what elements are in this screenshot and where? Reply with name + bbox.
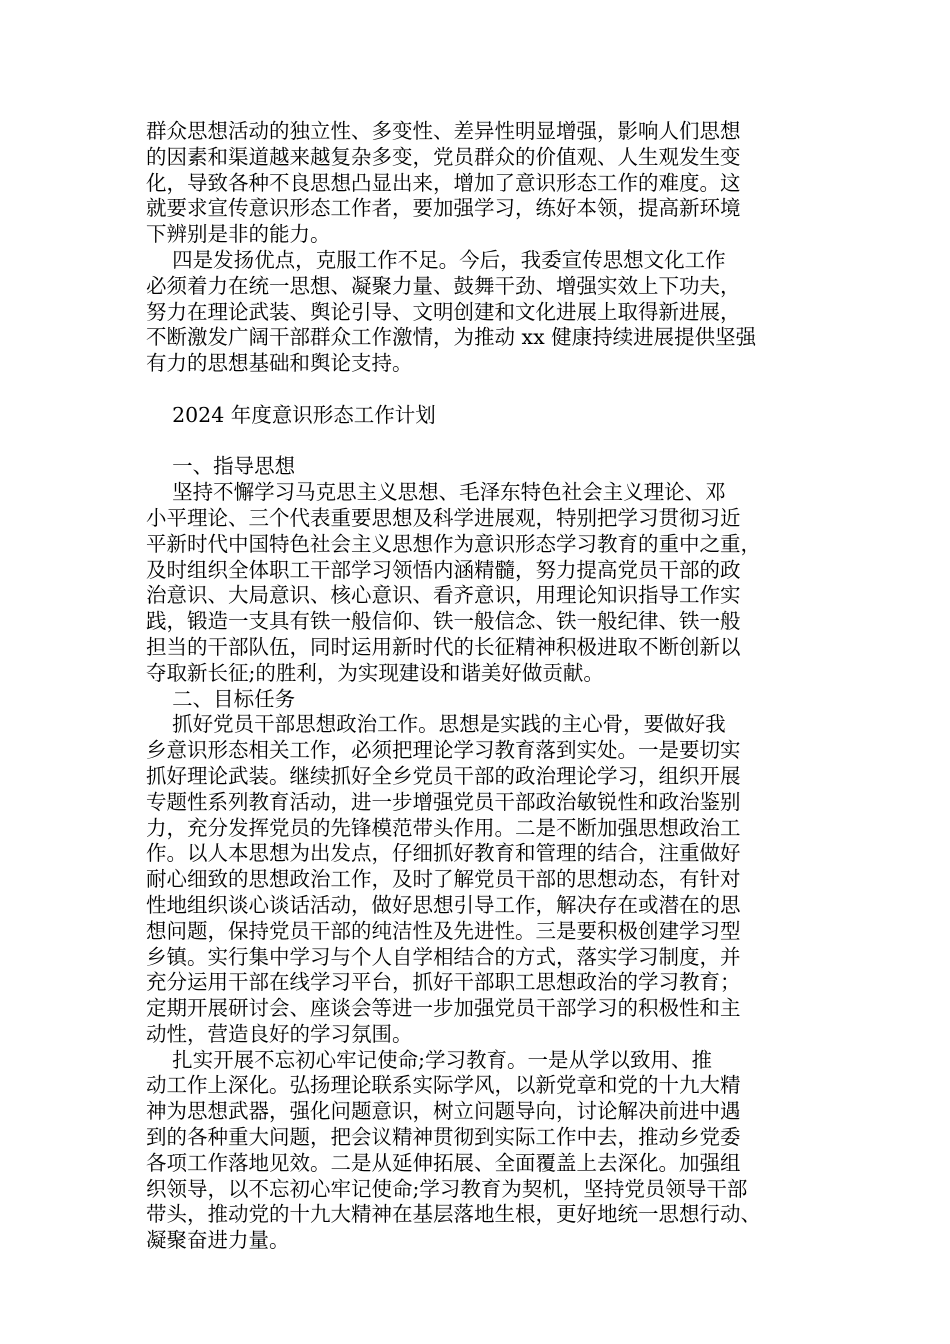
text-line: 力，充分发挥党员的先锋模范带头作用。二是不断加强思想政治工 [146, 815, 741, 840]
text-line: 乡意识形态相关工作，必须把理论学习教育落到实处。一是要切实 [146, 738, 741, 763]
text-line: 担当的干部队伍，同时运用新时代的长征精神积极进取不断创新以 [146, 634, 741, 659]
text-line: 神为思想武器，强化问题意识，树立问题导向，讨论解决前进中遇 [146, 1099, 741, 1124]
text-line: 不断激发广阔干部群众工作激情，为推动 xx 健康持续进展提供坚强 [146, 325, 757, 350]
text-line: 专题性系列教育活动，进一步增强党员干部政治敏锐性和政治鉴别 [146, 789, 741, 814]
text-line: 群众思想活动的独立性、多变性、差异性明显增强，影响人们思想 [146, 119, 741, 143]
blank-line [146, 429, 826, 455]
text-line: 带头，推动党的十九大精神在基层落地生根，更好地统一思想行动、 [146, 1202, 761, 1227]
text-line: 想问题，保持党员干部的纯洁性及先进性。三是要积极创建学习型 [146, 918, 741, 943]
text-line: 凝聚奋进力量。 [146, 1228, 290, 1253]
text-line: 定期开展研讨会、座谈会等进一步加强党员干部学习的积极性和主 [146, 996, 741, 1021]
text-line: 到的各种重大问题，把会议精神贯彻到实际工作中去，推动乡党委 [146, 1125, 741, 1150]
text-line: 二、目标任务 [146, 686, 296, 711]
text-line: 充分运用干部在线学习平台，抓好干部职工思想政治的学习教育； [146, 970, 741, 995]
text-line: 作。以人本思想为出发点，仔细抓好教育和管理的结合，注重做好 [146, 841, 741, 866]
text-line: 四是发扬优点，克服工作不足。今后，我委宣传思想文化工作 [146, 247, 726, 272]
text-line: 有力的思想基础和舆论支持。 [146, 351, 413, 376]
text-line: 下辨别是非的能力。 [146, 222, 331, 247]
text-line: 必须着力在统一思想、凝聚力量、鼓舞干劲、增强实效上下功夫， [146, 273, 741, 298]
text-line: 2024 年度意识形态工作计划 [146, 402, 436, 427]
text-line: 的因素和渠道越来越复杂多变，党员群众的价值观、人生观发生变 [146, 144, 741, 169]
text-line: 夺取新长征;的胜利，为实现建设和谐美好做贡献。 [146, 660, 604, 685]
text-line: 及时组织全体职工干部学习领悟内涵精髓，努力提高党员干部的政 [146, 557, 741, 582]
text-line: 践，锻造一支具有铁一般信仰、铁一般信念、铁一般纪律、铁一般 [146, 609, 741, 634]
text-line: 治意识、大局意识、核心意识、看齐意识，用理论知识指导工作实 [146, 583, 741, 608]
document-body [146, 119, 826, 1254]
text-line: 抓好理论武装。继续抓好全乡党员干部的政治理论学习，组织开展 [146, 763, 741, 788]
text-line: 动工作上深化。弘扬理论联系实际学风，以新党章和党的十九大精 [146, 1073, 741, 1098]
text-line: 化，导致各种不良思想凸显出来，增加了意识形态工作的难度。这 [146, 170, 741, 195]
text-line: 小平理论、三个代表重要思想及科学进展观，特别把学习贯彻习近 [146, 505, 741, 530]
text-line: 动性，营造良好的学习氛围。 [146, 1021, 413, 1046]
text-line: 努力在理论武装、舆论引导、文明创建和文化进展上取得新进展， [146, 299, 741, 324]
text-line: 性地组织谈心谈话活动，做好思想引导工作，解决存在或潜在的思 [146, 892, 741, 917]
text-line: 抓好党员干部思想政治工作。思想是实践的主心骨，要做好我 [146, 712, 726, 737]
text-line: 扎实开展不忘初心牢记使命;学习教育。一是从学以致用、推 [146, 1047, 712, 1072]
text-line: 耐心细致的思想政治工作，及时了解党员干部的思想动态，有针对 [146, 867, 741, 892]
text-line: 乡镇。实行集中学习与个人自学相结合的方式，落实学习制度，并 [146, 944, 741, 969]
text-line: 各项工作落地见效。二是从延伸拓展、全面覆盖上去深化。加强组 [146, 1150, 741, 1175]
text-line: 一、指导思想 [146, 454, 296, 479]
text-line: 织领导，以不忘初心牢记使命;学习教育为契机，坚持党员领导干部 [146, 1176, 748, 1201]
text-line: 平新时代中国特色社会主义思想作为意识形态学习教育的重中之重， [146, 531, 761, 556]
blank-line [146, 377, 826, 403]
text-line: 坚持不懈学习马克思主义思想、毛泽东特色社会主义理论、邓 [146, 480, 726, 505]
text-line: 就要求宣传意识形态工作者，要加强学习，练好本领，提高新环境 [146, 196, 741, 221]
